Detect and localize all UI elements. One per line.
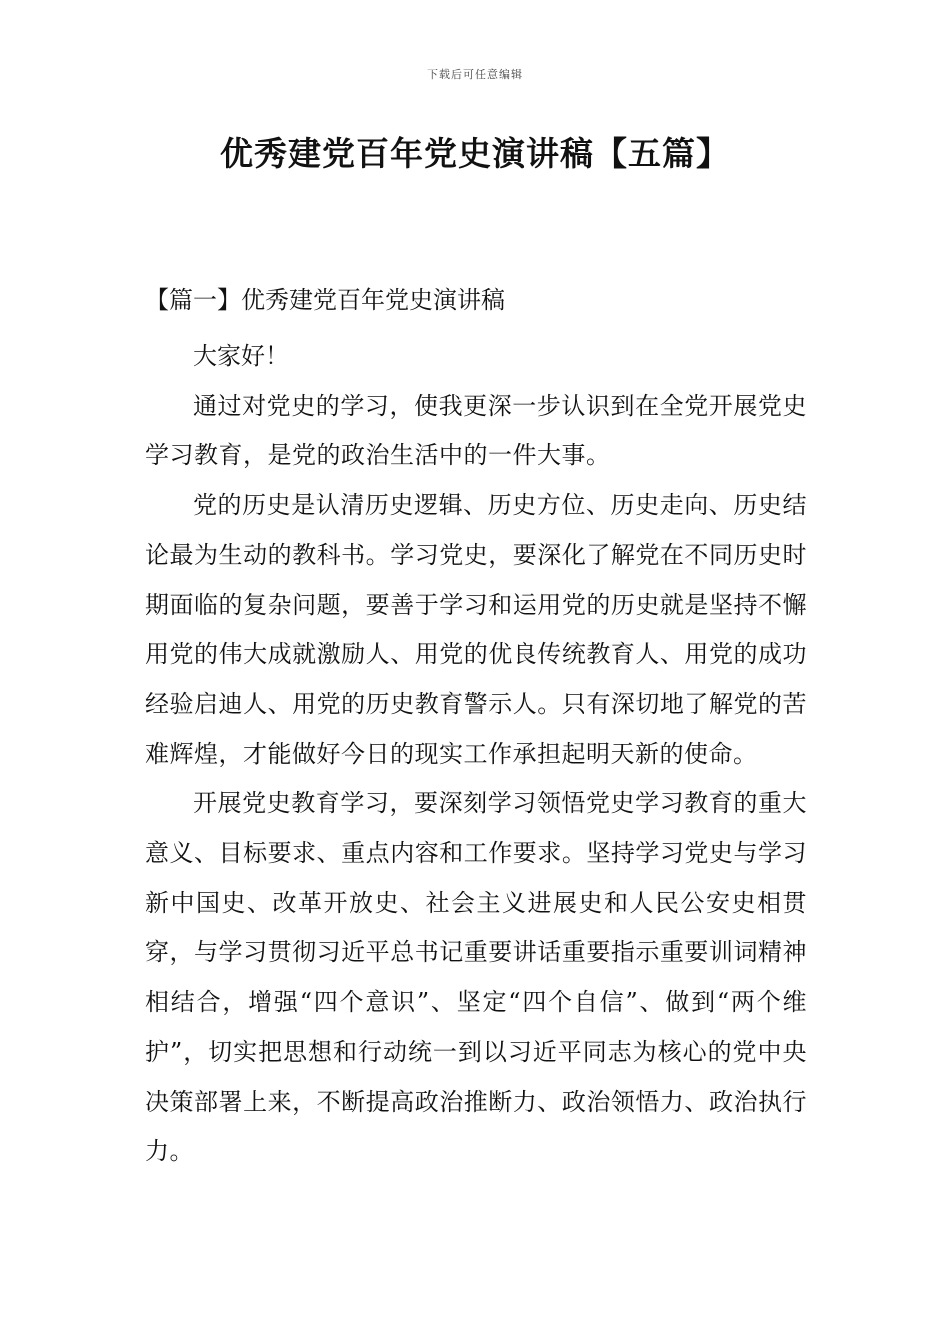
- header-note: 下载后可任意编辑: [427, 68, 523, 81]
- document-body: [145, 280, 807, 1177]
- paragraph-3: 开展党史教育学习，要深刻学习领悟党史学习教育的重大意义、目标要求、重点内容和工作要求。坚持学习党史与学习新中国史、改革开放史、社会主义进展史和人民公安史相贯穿，与学习贯彻习近平总书记重要讲话重要指示重要训词精神相结合，增强“四个意识”、坚定“四个自信”、做到“两个维护”，切实把思想和行动统一到以习近平同志为核心的党中央决策部署上来，不断提高政治推断力、政治领悟力、政治执行力。: [145, 789, 807, 1166]
- paragraph-1: 通过对党史的学习，使我更深一步认识到在全党开展党史学习教育，是党的政治生活中的一件大事。: [145, 391, 807, 470]
- document-title: 优秀建党百年党史演讲稿【五篇】: [220, 134, 730, 173]
- section-heading: 【篇一】优秀建党百年党史演讲稿: [145, 286, 505, 314]
- greeting-text: 大家好！: [193, 342, 289, 370]
- paragraph-2: 党的历史是认清历史逻辑、历史方位、历史走向、历史结论最为生动的教科书。学习党史，要深化了解党在不同历史时期面临的复杂问题，要善于学习和运用党的历史就是坚持不懈用党的伟大成就激励人、用党的优良传统教育人、用党的成功经验启迪人、用党的历史教育警示人。只有深切地了解党的苦难辉煌，才能做好今日的现实工作承担起明天新的使命。: [145, 491, 807, 768]
